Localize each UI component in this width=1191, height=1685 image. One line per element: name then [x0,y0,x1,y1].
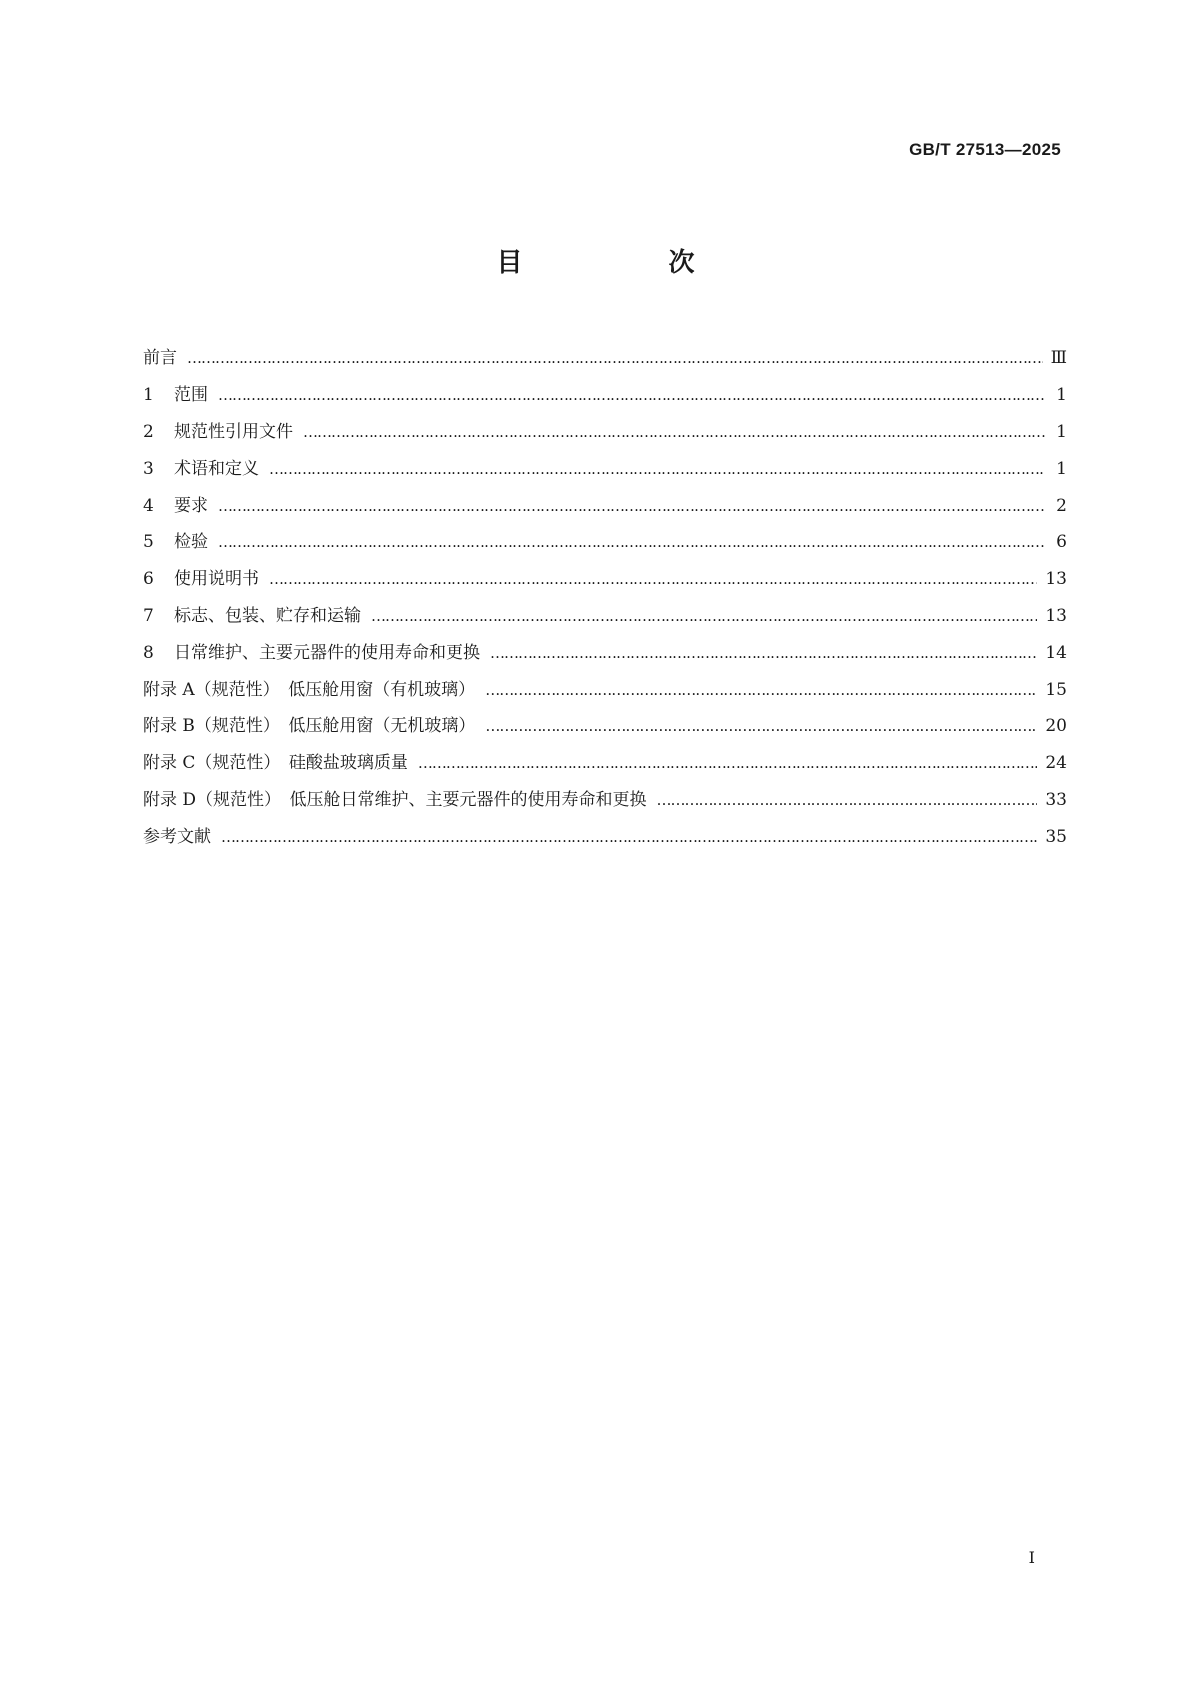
toc-page-number: 1 [1056,385,1067,406]
toc-entry-label: 范围 [174,385,208,406]
toc-leader-dots [187,348,1043,368]
toc-leader-dots [218,532,1045,552]
toc-entry-1[interactable] [143,377,1067,414]
toc-leader-dots [490,643,1037,663]
table-of-contents [143,340,1067,855]
toc-leader-dots [218,496,1045,516]
toc-entry-label: 要求 [174,495,208,516]
toc-entry-foreword[interactable] [143,340,1067,377]
toc-leader-dots [303,422,1045,442]
toc-entry-8[interactable] [143,634,1067,671]
toc-leader-dots [371,606,1037,626]
toc-leader-dots [218,385,1045,405]
toc-entry-7[interactable] [143,598,1067,635]
toc-entry-annex-a[interactable] [143,671,1067,708]
toc-entry-label: 标志、包装、贮存和运输 [174,605,361,626]
toc-entry-label: 术语和定义 [174,458,259,479]
toc-entry-number: 1 [143,385,154,406]
toc-entry-label: 附录 A（规范性） 低压舱用窗（有机玻璃） [143,679,476,700]
toc-entry-label: 前言 [143,348,177,369]
toc-page-number: 33 [1045,789,1067,810]
toc-entry-label: 日常维护、主要元器件的使用寿命和更换 [174,642,480,663]
toc-entry-annex-c[interactable] [143,745,1067,782]
toc-entry-3[interactable] [143,450,1067,487]
toc-entry-2[interactable] [143,414,1067,451]
toc-page-number: 13 [1045,569,1067,590]
toc-entry-annex-b[interactable] [143,708,1067,745]
toc-entry-label: 附录 D（规范性） 低压舱日常维护、主要元器件的使用寿命和更换 [143,789,647,810]
toc-entry-annex-d[interactable] [143,782,1067,819]
toc-entry-label: 检验 [174,532,208,553]
toc-page-number: 1 [1056,421,1067,442]
toc-entry-number: 7 [143,605,154,626]
toc-page-number: 6 [1056,532,1067,553]
toc-page-number: 13 [1045,605,1067,626]
toc-page-number: 24 [1045,753,1067,774]
toc-entry-5[interactable] [143,524,1067,561]
toc-entry-number: 5 [143,532,154,553]
toc-page-number: 15 [1045,679,1067,700]
toc-leader-dots [657,790,1038,810]
toc-entry-label: 参考文献 [143,826,211,847]
toc-entry-6[interactable] [143,561,1067,598]
toc-page-number: 1 [1056,458,1067,479]
toc-entry-label: 附录 B（规范性） 低压舱用窗（无机玻璃） [143,716,476,737]
page-title: 目 次 [496,248,755,278]
toc-page-number: 2 [1056,495,1067,516]
toc-leader-dots [418,753,1037,773]
toc-leader-dots [485,716,1037,736]
toc-entry-number: 4 [143,495,154,516]
toc-entry-number: 2 [143,421,154,442]
toc-leader-dots [269,459,1045,479]
page-folio: I [1028,1548,1035,1567]
toc-entry-label: 规范性引用文件 [174,421,293,442]
toc-entry-number: 3 [143,458,154,479]
toc-leader-dots [221,827,1037,847]
toc-entry-4[interactable] [143,487,1067,524]
toc-entry-number: 6 [143,569,154,590]
toc-entry-number: 8 [143,642,154,663]
toc-entry-label: 附录 C（规范性） 硅酸盐玻璃质量 [143,753,408,774]
toc-page-number: 20 [1045,716,1067,737]
toc-entry-label: 使用说明书 [174,569,259,590]
toc-page-number: Ⅲ [1050,348,1067,369]
toc-entry-bibliography[interactable] [143,818,1067,855]
toc-leader-dots [485,680,1037,700]
toc-page-number: 14 [1045,642,1067,663]
toc-page-number: 35 [1045,826,1067,847]
toc-leader-dots [269,569,1037,589]
standard-code: GB/T 27513—2025 [909,140,1061,159]
